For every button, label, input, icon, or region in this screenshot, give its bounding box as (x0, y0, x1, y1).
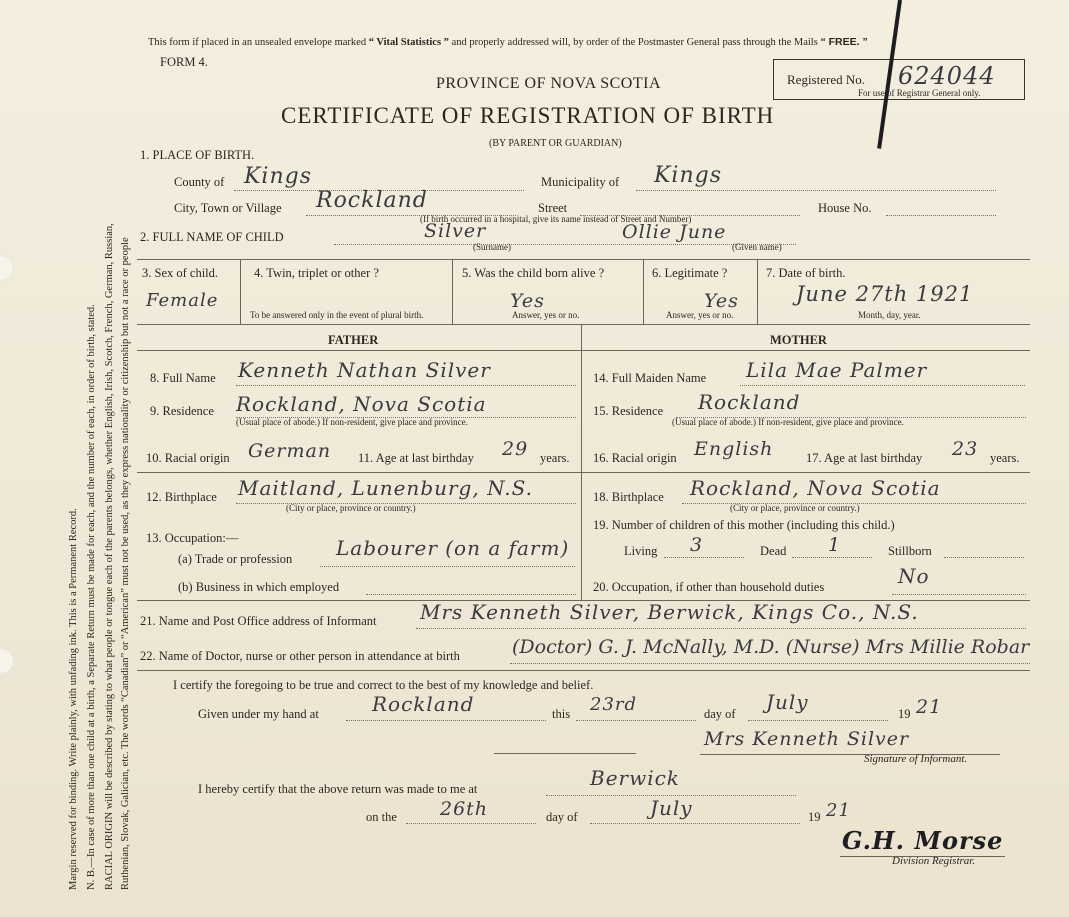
alive-value: Yes (510, 290, 545, 312)
house-label: House No. (818, 201, 872, 215)
day-of2-label: day of (546, 810, 578, 824)
margin-note-racial-origin: RACIAL ORIGIN will be described by stating to what people or tongue each of the parents belongs, whether English, Irish, Scotch, French, German, Russian, (104, 223, 115, 890)
father-residence-note: (Usual place of abode.) If non-resident, give place and province. (236, 417, 468, 427)
city-value: Rockland (316, 188, 428, 213)
given-place-value: Rockland (372, 692, 475, 716)
mother-age-label: 17. Age at last birthday (806, 451, 923, 465)
mother-racial-label: 16. Racial origin (593, 451, 677, 465)
alive-label: 5. Was the child born alive ? (462, 266, 605, 280)
year2-value: 21 (826, 800, 851, 821)
province-heading: PROVINCE OF NOVA SCOTIA (436, 75, 662, 92)
mail-notice-prefix: This form if placed in an unsealed envelope marked (148, 37, 367, 48)
mother-birthplace-value: Rockland, Nova Scotia (690, 476, 941, 500)
father-residence-label: 9. Residence (150, 404, 214, 418)
surname-caption: (Surname) (473, 242, 511, 252)
street-label: Street (538, 201, 568, 215)
return-label: I hereby certify that the above return was made to me at (198, 782, 478, 796)
year-value: 21 (916, 696, 943, 718)
mail-notice (148, 36, 868, 48)
mother-occupation-label: 20. Occupation, if other than household duties (593, 580, 825, 594)
given-caption: (Given name) (732, 242, 782, 252)
margin-note-racial-origin-2: Ruthenian, Slovak, Galician, etc. The words “Canadian” or “American” must not be used, as they express nationality or citizenship but not a race or people (120, 237, 131, 890)
municipality-label: Municipality of (541, 175, 620, 189)
mother-racial-value: English (694, 438, 774, 460)
mother-birthplace-note: (City or place, province or country.) (730, 503, 860, 513)
legit-label: 6. Legitimate ? (652, 266, 728, 280)
informant-signature: Mrs Kenneth Silver (704, 728, 910, 750)
father-birthplace-label: 12. Birthplace (146, 490, 217, 504)
legit-value: Yes (704, 290, 739, 312)
date-note: Month, day, year. (858, 310, 921, 320)
day-of-label: day of (704, 707, 736, 721)
mother-name-value: Lila Mae Palmer (746, 358, 928, 382)
mail-notice-middle: and properly addressed will, by order of the Postmaster General pass through the Mails (451, 37, 818, 48)
certificate-subtitle: (BY PARENT OR GUARDIAN) (489, 138, 622, 149)
on-the-value: 26th (440, 798, 489, 820)
father-name-value: Kenneth Nathan Silver (238, 358, 491, 382)
child-name-label: 2. FULL NAME OF CHILD (140, 230, 284, 244)
mother-heading: MOTHER (770, 333, 827, 347)
mother-name-label: 14. Full Maiden Name (593, 371, 707, 385)
alive-note: Answer, yes or no. (512, 310, 580, 320)
child-surname-value: Silver (424, 220, 487, 242)
registrar-caption: Division Registrar. (892, 855, 976, 867)
certify-text: I certify the foregoing to be true and correct to the best of my knowledge and belief. (173, 678, 594, 692)
date-value: June 27th 1921 (796, 282, 974, 306)
mother-residence-value: Rockland (698, 390, 801, 414)
mother-children-label: 19. Number of children of this mother (including this child.) (593, 518, 895, 532)
sex-value: Female (146, 290, 219, 311)
doctor-label: 22. Name of Doctor, nurse or other person in attendance at birth (140, 649, 460, 663)
father-trade-label: (a) Trade or profession (178, 552, 293, 566)
margin-note-binding: Margin reserved for binding. Write plainly, with unfading ink. This is a Permanent Record. (68, 508, 79, 890)
this-day-value: 23rd (590, 694, 638, 715)
father-birthplace-note: (City or place, province or country.) (286, 503, 416, 513)
informant-label: 21. Name and Post Office address of Informant (140, 614, 377, 628)
certificate-title: CERTIFICATE OF REGISTRATION OF BIRTH (281, 103, 775, 128)
mother-living-value: 3 (690, 534, 704, 556)
given-under-hand-label: Given under my hand at (198, 707, 319, 721)
year2-prefix: 19 (808, 810, 821, 824)
margin-note-multiple-births: N. B.—In case of more than one child at a birth, a Separate Return must be made for each, and the number of each, in order of birth, stated. (86, 304, 97, 890)
sex-label: 3. Sex of child. (142, 266, 219, 280)
municipality-value: Kings (654, 163, 723, 188)
mother-birthplace-label: 18. Birthplace (593, 490, 664, 504)
mother-residence-note: (Usual place of abode.) If non-resident, give place and province. (672, 417, 904, 427)
hospital-note: (If birth occurred in a hospital, give its name instead of Street and Number) (420, 214, 692, 224)
child-given-value: Ollie June (622, 221, 727, 243)
mail-notice-free: “ FREE. ” (820, 36, 868, 48)
on-the-label: on the (366, 810, 397, 824)
registered-number: 624044 (898, 62, 996, 90)
father-occupation-label: 13. Occupation:— (146, 531, 239, 545)
mother-residence-label: 15. Residence (593, 404, 664, 418)
mother-years-label: years. (990, 451, 1020, 465)
return-place-value: Berwick (590, 766, 680, 790)
legit-note: Answer, yes or no. (666, 310, 734, 320)
mother-stillborn-label: Stillborn (888, 544, 932, 558)
city-label: City, Town or Village (174, 201, 282, 215)
father-age-label: 11. Age at last birthday (358, 451, 474, 465)
father-birthplace-value: Maitland, Lunenburg, N.S. (238, 476, 533, 500)
mother-age-value: 23 (952, 438, 979, 460)
date-label: 7. Date of birth. (766, 266, 846, 280)
month-value: July (766, 690, 809, 714)
father-age-value: 29 (502, 438, 529, 460)
father-racial-value: German (248, 440, 332, 462)
mail-notice-vital: “ Vital Statistics ” (368, 37, 449, 48)
father-racial-label: 10. Racial origin (146, 451, 230, 465)
informant-value: Mrs Kenneth Silver, Berwick, Kings Co., N.S. (420, 600, 919, 624)
registered-label: Registered No. (787, 72, 865, 87)
father-years-label: years. (540, 451, 570, 465)
father-name-label: 8. Full Name (150, 371, 216, 385)
registrar-note: For use of Registrar General only. (858, 88, 981, 98)
year-prefix: 19 (898, 707, 911, 721)
county-label: County of (174, 175, 225, 189)
twin-note: To be answered only in the event of plural birth. (250, 310, 424, 320)
month2-value: July (650, 796, 693, 820)
this-label: this (552, 707, 571, 721)
place-of-birth-heading: 1. PLACE OF BIRTH. (140, 148, 255, 162)
father-heading: FATHER (328, 333, 379, 347)
mother-living-label: Living (624, 544, 658, 558)
mother-dead-value: 1 (828, 534, 842, 556)
signature-caption: Signature of Informant. (864, 753, 968, 765)
registrar-signature: G.H. Morse (842, 826, 1004, 855)
father-business-label: (b) Business in which employed (178, 580, 340, 594)
doctor-value: (Doctor) G. J. McNally, M.D. (Nurse) Mrs Millie Robar (512, 636, 1030, 658)
father-trade-value: Labourer (on a farm) (336, 536, 570, 560)
form-number: FORM 4. (160, 55, 208, 69)
father-residence-value: Rockland, Nova Scotia (236, 392, 487, 416)
mother-dead-label: Dead (760, 544, 787, 558)
mother-occupation-value: No (898, 564, 930, 588)
county-value: Kings (244, 164, 313, 189)
twin-label: 4. Twin, triplet or other ? (254, 266, 379, 280)
